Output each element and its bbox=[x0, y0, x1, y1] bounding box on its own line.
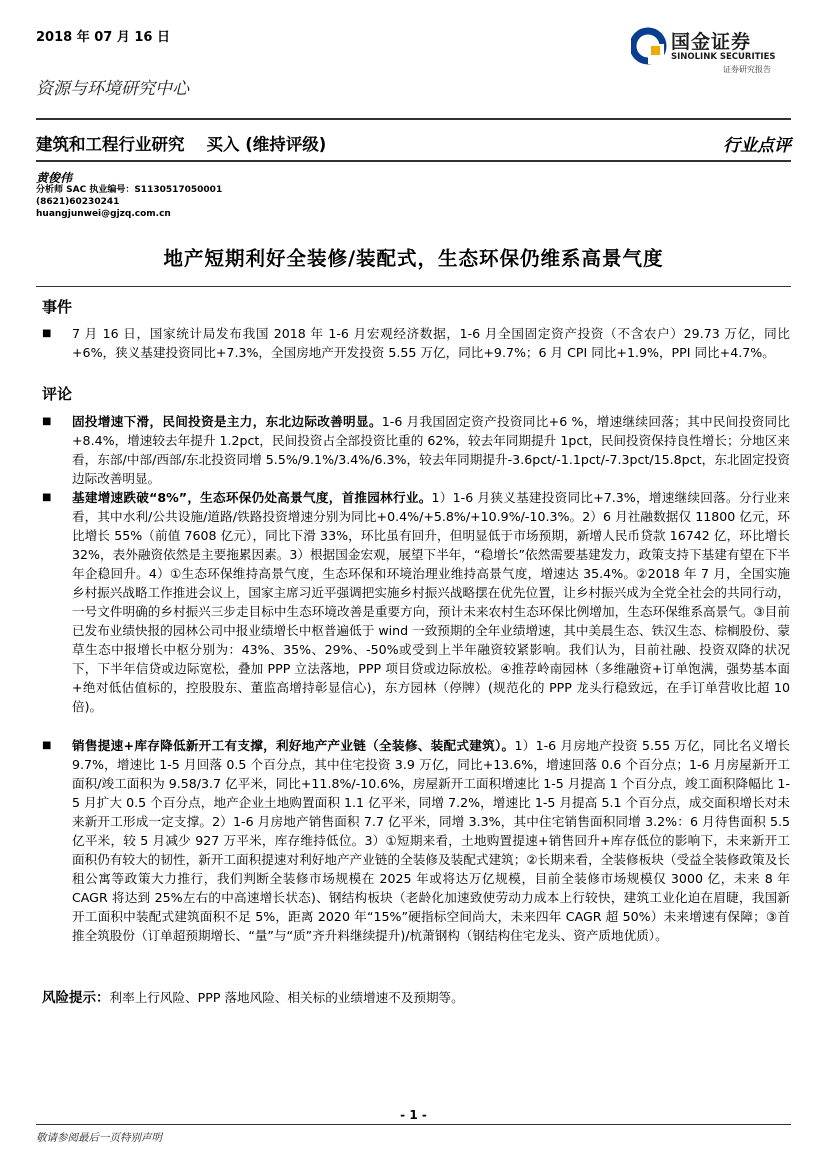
comment-body: 1）1-6 月房地产投资 5.55 万亿，同比名义增长 9.7%，增速比 1-5 月回落 0.5 个百分点，其中住宅投资 3.9 万亿，同比+13.6%，增速回落 0.6 个百分点；1-6 月房屋新开工面积/竣工面积为 9.58/3.7 亿平米，同比+11.8%/-10.6%，房屋新开工面积增速比 1-5 月提高 1 个百分点，竣工面积降幅比 1-5 月扩大 0.5 个百分点，地产企业土地购置面积 1.1 亿平米，同增 7.2%，增速比 1-5 月提高 5.1 个百分点，成交面积增长对未来新开工形成一定支撑。2）1-6 月房地产销售面积 7.7 亿平米，同增 3.3%，其中住宅销售面积同增 3.2%：6 月待售面积 5.5 亿平米，较 5 月减少 927 万平米，库存维持低位。3）①短期来看，土地购置提速+销售回升+库存低位的影响下，未来新开工面积仍有较大的韧性，新开工面积提速对利好地产产业链的全装修及装配式建筑；②长期来看，全装修板块（受益全装修政策及长租公寓等政策大力推行，我们判断全装修市场规模在 2025 年或将达万亿规模，目前全装修市场规模仅 3000 亿，未来 8 年 CAGR 将达到 25%左右的中高速增长状态)、钢结构板块（老龄化加速致使劳动力成本上行较快，建筑工业化迫在眉睫，我国新开工面积中装配式建筑面积不足 5%，距离 2020 年“15%”硬指标空间尚大，未来四年 CAGR 超 50%）未来增速有保障；③首推全筑股份（订单超预期增长、“量”与“质”齐升料继续提升)/杭萧钢构（钢结构住宅龙头、资产质地优质）。 bbox=[72, 738, 790, 943]
sinolink-logo-icon bbox=[631, 26, 667, 66]
headline: 地产短期利好全装修/装配式，生态环保仍维系高景气度 bbox=[163, 247, 664, 270]
comment-body: 1）1-6 月狭义基建投资同比+7.3%，增速继续回落。分行业来看，其中水利/公共设施/道路/铁路投资增速分别为同比+0.4%/+5.8%/+10.9%/-10.3%。2）6 月社融数据仅 11800 亿元，环比增长 55%（前值 7608 亿元），同比下滑 33%，环比虽有回升，但明显低于市场预期，新增人民币贷款 16742 亿，环比增长 32%，表外融资依然是主要拖累因素。3）根据国金宏观，展望下半年，“稳增长”依然需要基建发力，政策支持下基建有望在下半年企稳回升。4）①生态环保维持高景气度，生态环保和环境治理业维持高景气度，增速达 35.4%。②2018 年 7 月，全国实施乡村振兴战略工作推进会议上，国家主席习近平强调把实施乡村振兴战略摆在优先位置，让乡村振兴成为全党全社会的共同行动，一号文件明确的乡村振兴三步走目标中生态环境改善是重要方向，预计未来农村生态环保比例增加，生态环保维系高景气。③目前已发布业绩快报的园林公司中报业绩增长中枢普遍低于 wind 一致预期的全年业绩增速，其中美晨生态、铁汉生态、棕榈股份、蒙草生态中报增长中枢分别为：43%、35%、29%、-50%或受到上半年融资较紧影响。我们认为，目前社融、投资双降的状况下，下半年信贷或边际宽松，叠加 PPP 立法落地，PPP 项目贷或边际放松。④推荐岭南园林（多维融资+订单饱满，强势基本面+绝对低估值标的，控股股东、董监高增持彰显信心)，东方园林（停牌）(规范化的 PPP 龙头行稳致远，在手订单营收比超 10 倍)。 bbox=[72, 490, 790, 714]
event-item: 7 月 16 日，国家统计局发布我国 2018 年 1-6 月宏观经济数据，1-6 月全国固定资产投资（不含农户）29.73 万亿，同比+6%，狭义基建投资同比+7.3%，全国房地产开发投资 5.55 万亿，同比+9.7%；6 月 CPI 同比+1.9%，PPI 同比+4.7%。 bbox=[72, 326, 790, 360]
logo-name-en: SINOLINK SECURITIES bbox=[671, 52, 776, 62]
events-heading: 事件 bbox=[42, 298, 73, 316]
logo-name-cn: 国金证券 bbox=[671, 31, 752, 53]
logo-subtitle: 证券研究报告 bbox=[723, 65, 771, 74]
analyst-block bbox=[36, 172, 222, 220]
comment-item bbox=[72, 488, 790, 716]
comments-heading: 评论 bbox=[42, 385, 73, 403]
footer-disclaimer: 敬请参阅最后一页特别声明 bbox=[36, 1132, 162, 1144]
risk-text: 利率上行风险、PPP 落地风险、相关标的业绩增速不及预期等。 bbox=[109, 990, 464, 1005]
report-type: 行业点评 bbox=[723, 136, 791, 156]
industry-title: 建筑和工程行业研究 bbox=[36, 135, 185, 154]
title-bar-left bbox=[36, 131, 326, 155]
company-logo bbox=[631, 24, 791, 74]
title-divider bbox=[36, 160, 791, 162]
analyst-email: huangjunwei@gjzq.com.cn bbox=[36, 209, 171, 219]
comment-item bbox=[72, 736, 790, 945]
analyst-cert: 分析师 SAC 执业编号：S1130517050001 bbox=[36, 185, 223, 195]
comment-lead: 销售提速+库存降低新开工有支撑，利好地产产业链（全装修、装配式建筑）。 bbox=[72, 738, 515, 753]
bullet-icon bbox=[42, 328, 52, 338]
rating: 买入 (维持评级) bbox=[206, 135, 327, 154]
risk-label: 风险提示： bbox=[42, 990, 110, 1006]
bullet-icon bbox=[42, 492, 52, 502]
report-date: 2018 年 07 月 16 日 bbox=[36, 30, 170, 45]
department: 资源与环境研究中心 bbox=[36, 79, 189, 99]
comment-body: 1-6 月我国固定资产投资同比+6 %，增速继续回落；其中民间投资同比+8.4%，增速较去年提升 1.2pct，民间投资占全部投资比重的 62%，较去年同期提升 1pct，民间投资保持良性增长；分地区来看，东部/中部/西部/东北投资同增 5.5%/9.1%/3.4%/6.3%，较去年同期提升-3.6pct/-1.1pct/-7.3pct/15.8pct，东北固定投资边际改善明显。 bbox=[72, 414, 791, 486]
analyst-phone: (8621)60230241 bbox=[36, 197, 120, 207]
comment-item bbox=[72, 412, 790, 488]
top-divider bbox=[36, 118, 791, 120]
headline-divider bbox=[36, 286, 791, 287]
analyst-name: 黄俊伟 bbox=[36, 171, 73, 185]
risk-warning bbox=[42, 988, 792, 1008]
bullet-icon bbox=[42, 416, 52, 426]
comment-lead: 基建增速跌破“8%”，生态环保仍处高景气度，首推园林行业。 bbox=[72, 490, 432, 505]
bullet-icon bbox=[42, 740, 52, 750]
footer-divider bbox=[36, 1124, 791, 1125]
page-number: - 1 - bbox=[400, 1108, 427, 1122]
comment-lead: 固投增速下滑，民间投资是主力，东北边际改善明显。 bbox=[72, 414, 382, 429]
